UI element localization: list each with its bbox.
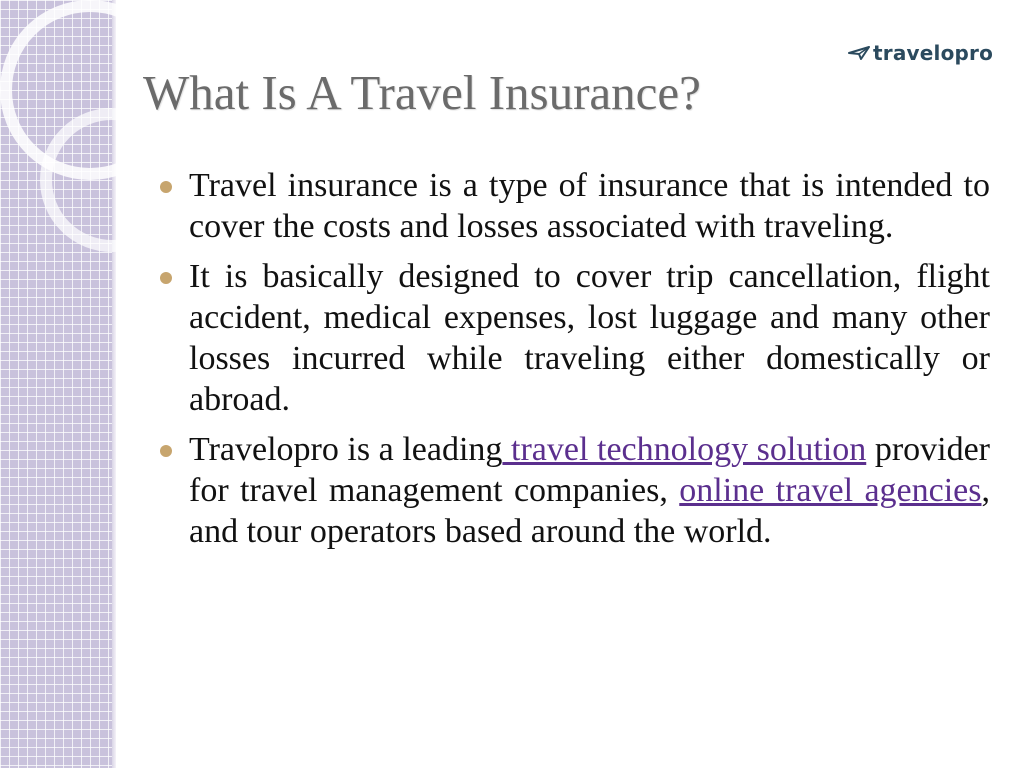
slide-title: What Is A Travel Insurance? xyxy=(143,65,701,120)
bullet-text-start: Travelopro is a leading xyxy=(189,431,503,468)
travel-technology-solution-link[interactable]: travel technology solution xyxy=(502,431,867,468)
bullet-text-middle: provider for travel management companies, xyxy=(189,431,990,509)
bullet-text-end: , and tour operators based around the world. xyxy=(189,472,990,550)
bullet-dot xyxy=(160,272,172,284)
online-travel-agencies-link[interactable]: online travel agencies xyxy=(679,472,982,509)
bullet-text: Travel insurance is a type of insurance that is intended to cover the costs and losses associated with traveling. xyxy=(189,167,990,245)
logo-text: travelopro xyxy=(873,41,994,65)
bullet-item-definition xyxy=(160,165,990,247)
paper-plane-icon xyxy=(848,45,870,61)
decorative-circle-large xyxy=(6,6,130,174)
bullet-item-coverage xyxy=(160,256,990,420)
bullet-dot xyxy=(160,445,172,457)
decorative-circle-small xyxy=(46,114,130,246)
decorative-circles-graphic xyxy=(0,0,130,280)
bullet-dot xyxy=(160,181,172,193)
bullet-item-travelopro xyxy=(160,429,990,552)
travelopro-logo xyxy=(848,40,993,66)
bullet-text: It is basically designed to cover trip cancellation, flight accident, medical expenses, lost luggage and many other losses incurred while traveling either domestically or abroad. xyxy=(189,258,990,418)
bullet-list xyxy=(160,165,990,561)
